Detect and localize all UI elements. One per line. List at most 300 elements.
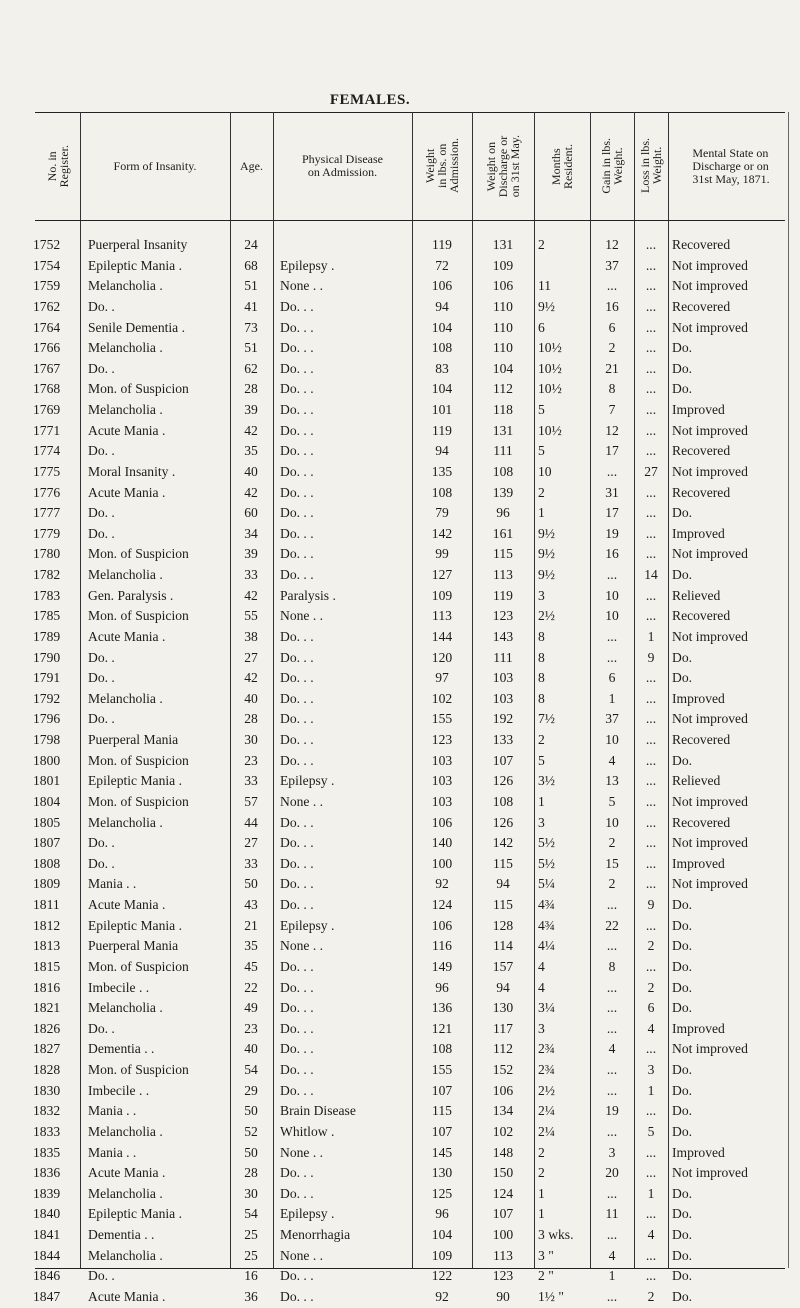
weight-admission-cell: 107: [431, 1123, 453, 1139]
header-no-in-register: No. in Register.: [44, 144, 71, 188]
weight-admission-cell: 136: [431, 1000, 453, 1016]
weight-admission-cell: 140: [431, 835, 453, 851]
register-number-cell: 1813: [33, 938, 61, 954]
age-cell: 30: [244, 732, 258, 747]
months-resident-cell: 2: [538, 732, 545, 747]
weight-discharge-cell: 118: [493, 402, 513, 417]
table-row: [0, 400, 800, 421]
age-cell: 42: [244, 670, 258, 686]
weight-discharge-cell: 108: [492, 793, 514, 809]
loss-weight-cell: 14: [644, 567, 658, 582]
physical-disease-cell: Do. . .: [280, 690, 314, 706]
weight-admission-cell: 145: [431, 1144, 453, 1160]
months-resident-cell: 2: [538, 1144, 545, 1160]
weight-discharge-cell: 148: [492, 1144, 514, 1160]
age-cell: 23: [244, 1020, 258, 1036]
weight-discharge-cell: 115: [493, 546, 513, 562]
form-of-insanity-cell: Epileptic Mania .: [88, 773, 182, 789]
physical-disease-cell: Do. . .: [280, 567, 314, 582]
gain-weight-cell: 13: [605, 773, 619, 789]
table-row: [0, 771, 800, 792]
months-resident-cell: 10: [538, 463, 552, 479]
loss-weight-cell: ...: [645, 1206, 657, 1222]
age-cell: 52: [244, 1123, 258, 1139]
weight-discharge-cell: 133: [492, 732, 514, 747]
physical-disease-cell: Do. . .: [280, 670, 314, 686]
register-number-cell: 1776: [33, 484, 61, 500]
loss-weight-cell: ...: [645, 381, 657, 397]
register-number-cell: 1775: [33, 463, 61, 479]
age-cell: 29: [244, 1082, 258, 1098]
gain-weight-cell: 10: [605, 587, 619, 603]
form-of-insanity-cell: Acute Mania .: [88, 484, 166, 500]
table-row: [0, 1143, 800, 1164]
register-number-cell: 1796: [33, 711, 61, 727]
weight-admission-cell: 120: [431, 649, 453, 665]
mental-state-cell: Not improved: [672, 876, 748, 892]
age-cell: 25: [244, 1247, 258, 1263]
register-number-cell: 1767: [33, 360, 61, 376]
weight-admission-cell: 119: [432, 422, 452, 438]
months-resident-cell: 1: [538, 1185, 545, 1201]
weight-admission-cell: 142: [431, 525, 453, 541]
age-cell: 50: [244, 876, 258, 892]
mental-state-cell: Do.: [672, 649, 693, 665]
register-number-cell: 1830: [33, 1082, 61, 1098]
weight-discharge-cell: 111: [493, 649, 513, 665]
weight-admission-cell: 104: [431, 381, 453, 397]
table-row: [0, 874, 800, 895]
gain-weight-cell: 4: [608, 1041, 616, 1057]
weight-discharge-cell: 126: [492, 814, 514, 830]
register-number-cell: 1766: [33, 340, 61, 356]
table-row: [0, 916, 800, 937]
physical-disease-cell: Do. . .: [280, 1165, 314, 1181]
register-number-cell: 1771: [33, 422, 61, 438]
months-resident-cell: 7½: [538, 711, 555, 727]
table-row: [0, 1204, 800, 1225]
weight-discharge-cell: 142: [492, 835, 514, 851]
form-of-insanity-cell: Mon. of Suspicion: [88, 958, 189, 974]
form-of-insanity-cell: Dementia . .: [88, 1041, 155, 1057]
table-row: [0, 978, 800, 999]
loss-weight-cell: ...: [645, 1165, 657, 1181]
mental-state-cell: Recovered: [672, 814, 731, 830]
form-of-insanity-cell: Do. .: [88, 835, 115, 851]
form-of-insanity-cell: Mon. of Suspicion: [88, 546, 189, 562]
weight-admission-cell: 108: [431, 484, 453, 500]
months-resident-cell: 5: [538, 752, 545, 768]
page-title: FEMALES.: [329, 92, 411, 108]
table-row: [0, 792, 800, 813]
table-row: [0, 441, 800, 462]
weight-admission-cell: 109: [431, 1247, 453, 1263]
loss-weight-cell: ...: [645, 690, 657, 706]
mental-state-cell: Recovered: [672, 443, 731, 459]
months-resident-cell: 4¼: [538, 938, 555, 954]
loss-weight-cell: ...: [645, 855, 657, 871]
months-resident-cell: 1: [538, 505, 545, 521]
physical-disease-cell: Do. . .: [280, 525, 314, 541]
form-of-insanity-cell: Epileptic Mania .: [88, 257, 182, 273]
age-cell: 33: [244, 567, 258, 582]
register-number-cell: 1777: [33, 505, 61, 521]
register-number-cell: 1833: [33, 1123, 61, 1139]
physical-disease-cell: Do. . .: [280, 732, 314, 747]
gain-weight-cell: 1: [608, 1268, 616, 1284]
weight-discharge-cell: 102: [492, 1123, 514, 1139]
months-resident-cell: 10½: [538, 422, 562, 438]
gain-weight-cell: ...: [606, 938, 618, 954]
mental-state-cell: Not improved: [672, 257, 748, 273]
age-cell: 45: [244, 958, 258, 974]
register-number-cell: 1805: [33, 814, 61, 830]
form-of-insanity-cell: Melancholia .: [88, 402, 163, 417]
form-of-insanity-cell: Mon. of Suspicion: [88, 793, 189, 809]
weight-admission-cell: 83: [435, 360, 449, 376]
register-number-cell: 1754: [33, 257, 61, 273]
loss-weight-cell: ...: [645, 278, 657, 294]
gain-weight-cell: 6: [608, 670, 616, 686]
header-mental-state: Mental State on Discharge or on 31st May, 1871.: [692, 145, 770, 186]
months-resident-cell: 10½: [538, 381, 562, 397]
form-of-insanity-cell: Mon. of Suspicion: [88, 1062, 189, 1077]
physical-disease-cell: Do. . .: [280, 1288, 314, 1304]
form-of-insanity-cell: Do. .: [88, 711, 115, 727]
table-row: [0, 957, 800, 978]
loss-weight-cell: ...: [645, 525, 657, 541]
physical-disease-cell: None . .: [280, 938, 324, 954]
gain-weight-cell: ...: [606, 1082, 618, 1098]
physical-disease-cell: Do. . .: [280, 835, 314, 851]
months-resident-cell: 5¼: [538, 876, 555, 892]
form-of-insanity-cell: Do. .: [88, 525, 115, 541]
months-resident-cell: 2¼: [538, 1103, 555, 1119]
months-resident-cell: 11: [538, 278, 552, 294]
table-row: [0, 318, 800, 339]
form-of-insanity-cell: Acute Mania .: [88, 1288, 166, 1304]
register-number-cell: 1816: [33, 979, 61, 995]
age-cell: 22: [244, 979, 258, 995]
gain-weight-cell: ...: [606, 463, 618, 479]
age-cell: 62: [244, 360, 258, 376]
weight-admission-cell: 125: [431, 1185, 453, 1201]
header-weight-discharge: Weight on Discharge or on 31st May.: [484, 134, 522, 198]
age-cell: 43: [244, 897, 258, 912]
weight-discharge-cell: 112: [493, 1041, 513, 1057]
age-cell: 40: [244, 463, 258, 479]
table-row: [0, 359, 800, 380]
age-cell: 73: [244, 319, 258, 335]
mental-state-cell: Do.: [672, 897, 693, 912]
physical-disease-cell: Do. . .: [280, 1000, 314, 1016]
physical-disease-cell: Do. . .: [280, 505, 314, 521]
header-gain-weight: Gain in lbs. Weight.: [599, 138, 625, 194]
form-of-insanity-cell: Melancholia .: [88, 278, 163, 294]
weight-admission-cell: 104: [431, 319, 453, 335]
loss-weight-cell: 9: [647, 897, 655, 912]
table-row: [0, 1039, 800, 1060]
weight-discharge-cell: 111: [493, 443, 513, 459]
physical-disease-cell: Do. . .: [280, 649, 314, 665]
months-resident-cell: 5: [538, 443, 545, 459]
mental-state-cell: Not improved: [672, 463, 748, 479]
weight-discharge-cell: 115: [493, 855, 513, 871]
weight-discharge-cell: 128: [492, 917, 514, 933]
weight-admission-cell: 115: [432, 1103, 452, 1119]
form-of-insanity-cell: Puerperal Insanity: [88, 237, 188, 252]
gain-weight-cell: 3: [608, 1144, 616, 1160]
physical-disease-cell: Do. . .: [280, 814, 314, 830]
register-number-cell: 1828: [33, 1062, 61, 1077]
age-cell: 54: [244, 1206, 258, 1222]
mental-state-cell: Recovered: [672, 732, 731, 747]
loss-weight-cell: ...: [645, 773, 657, 789]
register-number-cell: 1821: [33, 1000, 61, 1016]
physical-disease-cell: Epilepsy .: [280, 917, 335, 933]
physical-disease-cell: Do. . .: [280, 1020, 314, 1036]
mental-state-cell: Not improved: [672, 793, 748, 809]
mental-state-cell: Do.: [672, 1247, 693, 1263]
gain-weight-cell: 6: [608, 319, 616, 335]
form-of-insanity-cell: Mon. of Suspicion: [88, 752, 189, 768]
mental-state-cell: Improved: [672, 402, 725, 417]
age-cell: 44: [244, 814, 258, 830]
weight-admission-cell: 106: [431, 278, 453, 294]
register-number-cell: 1780: [33, 546, 61, 562]
register-number-cell: 1832: [33, 1103, 61, 1119]
weight-discharge-cell: 192: [492, 711, 514, 727]
mental-state-cell: Do.: [672, 1082, 693, 1098]
months-resident-cell: 2: [538, 1165, 545, 1181]
register-number-cell: 1809: [33, 876, 61, 892]
form-of-insanity-cell: Do. .: [88, 360, 115, 376]
age-cell: 30: [244, 1185, 258, 1201]
form-of-insanity-cell: Melancholia .: [88, 340, 163, 356]
months-resident-cell: 9½: [538, 567, 555, 582]
months-resident-cell: 4: [538, 979, 545, 995]
months-resident-cell: 10½: [538, 340, 562, 356]
age-cell: 42: [244, 484, 258, 500]
mental-state-cell: Not improved: [672, 1041, 748, 1057]
header-form-of-insanity: Form of Insanity.: [113, 158, 197, 173]
age-cell: 51: [244, 340, 258, 356]
months-resident-cell: 4: [538, 958, 545, 974]
months-resident-cell: 10½: [538, 360, 562, 376]
register-number-cell: 1827: [33, 1041, 61, 1057]
loss-weight-cell: 27: [644, 463, 658, 479]
table-row: [0, 483, 800, 504]
loss-weight-cell: ...: [645, 1268, 657, 1284]
gain-weight-cell: 12: [605, 237, 619, 252]
form-of-insanity-cell: Imbecile . .: [88, 979, 150, 995]
header-age: Age.: [240, 158, 263, 173]
table-row: [0, 297, 800, 318]
mental-state-cell: Do.: [672, 1123, 693, 1139]
register-number-cell: 1782: [33, 567, 61, 582]
bottom-rule: [35, 1268, 785, 1269]
physical-disease-cell: Do. . .: [280, 340, 314, 356]
register-number-cell: 1808: [33, 855, 61, 871]
form-of-insanity-cell: Imbecile . .: [88, 1082, 150, 1098]
age-cell: 38: [244, 628, 258, 644]
register-number-cell: 1779: [33, 525, 61, 541]
form-of-insanity-cell: Do. .: [88, 505, 115, 521]
form-of-insanity-cell: Mania . .: [88, 876, 137, 892]
loss-weight-cell: 2: [647, 938, 655, 954]
physical-disease-cell: Do. . .: [280, 360, 314, 376]
loss-weight-cell: 9: [647, 649, 655, 665]
months-resident-cell: 2¾: [538, 1062, 555, 1077]
physical-disease-cell: Epilepsy .: [280, 773, 335, 789]
gain-weight-cell: ...: [606, 649, 618, 665]
age-cell: 55: [244, 608, 258, 624]
loss-weight-cell: 2: [647, 1288, 655, 1304]
age-cell: 33: [244, 773, 258, 789]
gain-weight-cell: 10: [605, 814, 619, 830]
weight-admission-cell: 101: [431, 402, 453, 417]
form-of-insanity-cell: Melancholia .: [88, 814, 163, 830]
form-of-insanity-cell: Senile Dementia .: [88, 319, 186, 335]
weight-admission-cell: 155: [431, 711, 453, 727]
age-cell: 35: [244, 938, 258, 954]
gain-weight-cell: 17: [605, 505, 619, 521]
mental-state-cell: Improved: [672, 855, 725, 871]
age-cell: 23: [244, 752, 258, 768]
gain-weight-cell: ...: [606, 1000, 618, 1016]
form-of-insanity-cell: Mon. of Suspicion: [88, 381, 189, 397]
register-number-cell: 1847: [33, 1288, 61, 1304]
age-cell: 57: [244, 793, 258, 809]
table-row: [0, 1101, 800, 1122]
physical-disease-cell: Do. . .: [280, 752, 314, 768]
weight-discharge-cell: 113: [493, 567, 513, 582]
gain-weight-cell: 12: [605, 422, 619, 438]
gain-weight-cell: ...: [606, 1020, 618, 1036]
loss-weight-cell: 1: [647, 628, 655, 644]
gain-weight-cell: 4: [608, 1247, 616, 1263]
gain-weight-cell: 10: [605, 608, 619, 624]
months-resident-cell: 2 ": [538, 1268, 554, 1284]
register-number-cell: 1812: [33, 917, 61, 933]
mental-state-cell: Not improved: [672, 546, 748, 562]
register-number-cell: 1798: [33, 732, 61, 747]
header-weight-admission: Weight in lbs. on Admission.: [423, 138, 461, 194]
weight-discharge-cell: 152: [492, 1062, 514, 1077]
loss-weight-cell: ...: [645, 237, 657, 252]
age-cell: 40: [244, 690, 258, 706]
weight-discharge-cell: 90: [496, 1288, 510, 1304]
gain-weight-cell: 8: [608, 381, 616, 397]
age-cell: 35: [244, 443, 258, 459]
register-number-cell: 1841: [33, 1227, 61, 1242]
mental-state-cell: Do.: [672, 1062, 693, 1077]
age-cell: 36: [244, 1288, 258, 1304]
gain-weight-cell: ...: [606, 1062, 618, 1077]
weight-admission-cell: 119: [432, 237, 452, 252]
months-resident-cell: 8: [538, 649, 545, 665]
gain-weight-cell: ...: [606, 897, 618, 912]
age-cell: 39: [244, 546, 258, 562]
mental-state-cell: Do.: [672, 979, 693, 995]
loss-weight-cell: 4: [647, 1020, 655, 1036]
gain-weight-cell: 21: [605, 360, 619, 376]
gain-weight-cell: 5: [608, 793, 616, 809]
weight-admission-cell: 108: [431, 1041, 453, 1057]
form-of-insanity-cell: Melancholia .: [88, 1247, 163, 1263]
table-row: [0, 606, 800, 627]
physical-disease-cell: Do. . .: [280, 546, 314, 562]
weight-discharge-cell: 108: [492, 463, 514, 479]
gain-weight-cell: 2: [608, 340, 616, 356]
physical-disease-cell: Epilepsy .: [280, 1206, 335, 1222]
weight-discharge-cell: 106: [492, 278, 514, 294]
weight-admission-cell: 97: [435, 670, 449, 686]
loss-weight-cell: ...: [645, 608, 657, 624]
physical-disease-cell: Do. . .: [280, 381, 314, 397]
physical-disease-cell: Paralysis .: [280, 587, 336, 603]
weight-admission-cell: 96: [435, 979, 449, 995]
table-row: [0, 1287, 800, 1308]
age-cell: 39: [244, 402, 258, 417]
table-row: [0, 235, 800, 256]
weight-admission-cell: 103: [431, 773, 453, 789]
loss-weight-cell: ...: [645, 917, 657, 933]
gain-weight-cell: ...: [606, 1288, 618, 1304]
months-resident-cell: 1: [538, 1206, 545, 1222]
mental-state-cell: Do.: [672, 670, 693, 686]
loss-weight-cell: ...: [645, 752, 657, 768]
register-number-cell: 1815: [33, 958, 61, 974]
months-resident-cell: 3¼: [538, 1000, 555, 1016]
weight-admission-cell: 135: [431, 463, 453, 479]
table-row: [0, 421, 800, 442]
mental-state-cell: Not improved: [672, 835, 748, 851]
form-of-insanity-cell: Acute Mania .: [88, 1165, 166, 1181]
mental-state-cell: Do.: [672, 505, 693, 521]
form-of-insanity-cell: Mania . .: [88, 1103, 137, 1119]
form-of-insanity-cell: Melancholia .: [88, 690, 163, 706]
weight-admission-cell: 92: [435, 1288, 449, 1304]
weight-admission-cell: 103: [431, 793, 453, 809]
loss-weight-cell: ...: [645, 876, 657, 892]
register-number-cell: 1790: [33, 649, 61, 665]
physical-disease-cell: Do. . .: [280, 402, 314, 417]
age-cell: 27: [244, 835, 258, 851]
register-number-cell: 1826: [33, 1020, 61, 1036]
table-row: [0, 998, 800, 1019]
gain-weight-cell: 31: [605, 484, 619, 500]
table-row: [0, 709, 800, 730]
weight-discharge-cell: 106: [492, 1082, 514, 1098]
mental-state-cell: Do.: [672, 340, 693, 356]
table-row: [0, 854, 800, 875]
weight-discharge-cell: 131: [492, 237, 514, 252]
table-row: [0, 1163, 800, 1184]
weight-discharge-cell: 157: [492, 958, 514, 974]
months-resident-cell: 9½: [538, 546, 555, 562]
table-row: [0, 586, 800, 607]
physical-disease-cell: Do. . .: [280, 1082, 314, 1098]
weight-admission-cell: 149: [431, 958, 453, 974]
age-cell: 41: [244, 298, 258, 314]
physical-disease-cell: Do. . .: [280, 897, 314, 912]
table-row: [0, 730, 800, 751]
age-cell: 51: [244, 278, 258, 294]
register-number-cell: 1769: [33, 402, 61, 417]
gain-weight-cell: 4: [608, 752, 616, 768]
gain-weight-cell: 16: [605, 546, 619, 562]
